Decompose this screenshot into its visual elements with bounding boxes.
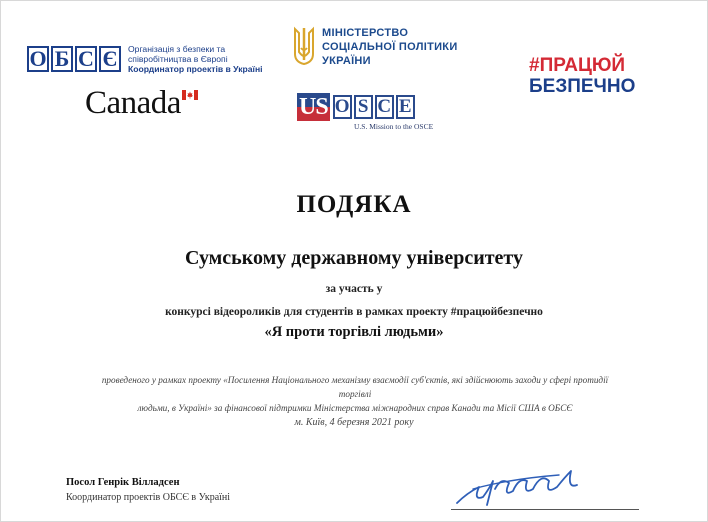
osce-coordinator: Координатор проектів в Україні [128, 64, 263, 74]
contest-slogan: «Я проти торгівлі людьми» [264, 324, 444, 340]
ministry-logo [292, 26, 458, 68]
us-osce-letter: O [333, 95, 352, 119]
signature-icon [449, 459, 599, 511]
campaign-logo [529, 55, 635, 97]
osce-line: Організація з безпеки та [128, 44, 226, 54]
certificate-title: ПОДЯКА [296, 191, 412, 218]
canada-word: Canada [85, 85, 181, 121]
us-osce-logo [297, 93, 433, 131]
for-participation: за участь у [325, 283, 383, 295]
campaign-line-1: #ПРАЦЮЙ [529, 55, 626, 76]
details-line: людьми, в Україні» за фінансової підтримки Міністерства міжнародних справ Канади та Місії США в ОБСЄ [137, 403, 573, 413]
us-osce-letter: S [354, 95, 373, 119]
osce-letter: Б [51, 46, 73, 72]
osce-letter-boxes [27, 46, 123, 72]
canada-flag-icon [182, 90, 198, 100]
us-osce-caption: U.S. Mission to the OSCE [354, 122, 434, 131]
ministry-name [322, 26, 458, 68]
osce-logo [27, 44, 263, 74]
trident-icon [292, 26, 316, 66]
signer-block [66, 477, 230, 503]
contest-description: конкурсі відеороликів для студентів в рамках проекту #працюйбезпечно [165, 306, 543, 318]
osce-org-text [128, 44, 263, 74]
signature-line [451, 509, 639, 510]
osce-letter: О [27, 46, 49, 72]
us-osce-letter: E [396, 95, 415, 119]
project-details [89, 373, 621, 415]
ministry-line: СОЦІАЛЬНОЇ ПОЛІТИКИ [322, 41, 458, 53]
signer-name: Посол Генрік Вілладсен [66, 477, 180, 488]
ministry-line: УКРАЇНИ [322, 55, 371, 67]
recipient-name: Сумському державному університету [185, 247, 523, 269]
us-osce-letter: C [375, 95, 394, 119]
details-line: проведеного у рамках проекту «Посилення Національного механізму взаємодії суб'єктів, які здійснюють заходи у сфері протидії торгівлі [101, 375, 609, 399]
osce-letter: С [75, 46, 97, 72]
osce-line: співробітництва в Європі [128, 54, 228, 64]
canada-wordmark [85, 85, 198, 122]
us-osce-letters [333, 95, 417, 119]
us-block: US [299, 94, 328, 120]
us-osce-mark [297, 93, 433, 121]
osce-letter: Є [99, 46, 121, 72]
campaign-line-2: БЕЗПЕЧНО [529, 76, 636, 97]
ministry-line: МІНІСТЕРСТВО [322, 27, 409, 39]
place-date: м. Київ, 4 березня 2021 року [294, 417, 414, 428]
signer-role: Координатор проектів ОБСЄ в Україні [66, 492, 231, 503]
